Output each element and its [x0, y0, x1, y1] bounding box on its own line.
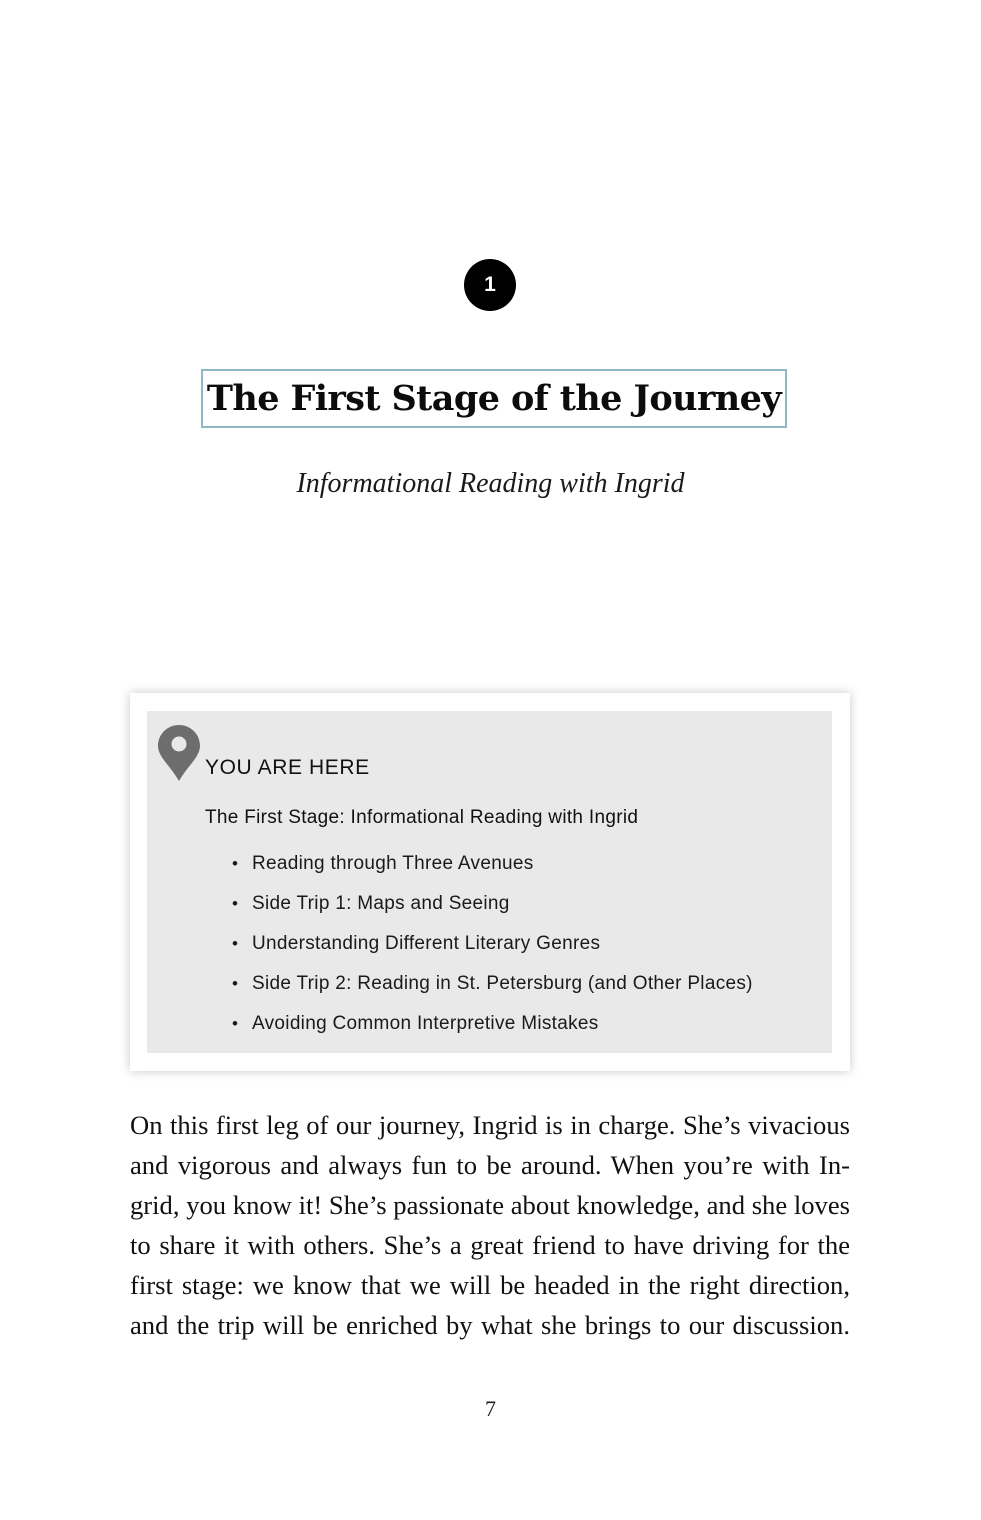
bullet-icon: •	[232, 1014, 239, 1033]
list-item-label: Understanding Different Literary Genres	[252, 933, 601, 954]
list-item	[205, 1004, 753, 1044]
list-item	[205, 924, 753, 964]
you-are-here-callout	[130, 693, 850, 1071]
callout-panel	[147, 711, 832, 1053]
paragraph-line: and the trip will be enriched by what she brings to our discussion.	[130, 1310, 850, 1340]
list-item	[205, 844, 753, 884]
list-item-label: Avoiding Common Interpretive Mistakes	[252, 1013, 599, 1034]
chapter-number-badge: 1	[464, 259, 516, 311]
paragraph-line: and vigorous and always fun to be around. When you’re with In-	[130, 1150, 850, 1180]
list-item-label: Side Trip 1: Maps and Seeing	[252, 893, 510, 914]
chapter-subtitle: Informational Reading with Ingrid	[296, 468, 685, 499]
bullet-icon: •	[232, 934, 239, 953]
chapter-title: The First Stage of the Journey	[206, 378, 782, 419]
bullet-icon: •	[232, 974, 239, 993]
bullet-icon: •	[232, 894, 239, 913]
paragraph-line: grid, you know it! She’s passionate about knowledge, and she loves	[130, 1190, 850, 1220]
list-item-label: Reading through Three Avenues	[252, 853, 534, 874]
paragraph-line: first stage: we know that we will be headed in the right direction,	[130, 1270, 850, 1300]
bullet-icon: •	[232, 854, 239, 873]
list-item	[205, 884, 753, 924]
paragraph-line: On this first leg of our journey, Ingrid is in charge. She’s vivacious	[130, 1110, 850, 1140]
paragraph-line: to share it with others. She’s a great friend to have driving for the	[130, 1230, 850, 1260]
page-number: 7	[485, 1396, 496, 1421]
map-pin-icon	[157, 723, 201, 783]
callout-stage-title: The First Stage: Informational Reading with Ingrid	[205, 807, 639, 828]
list-item-label: Side Trip 2: Reading in St. Petersburg (and Other Places)	[252, 973, 753, 994]
list-item	[205, 964, 753, 1004]
callout-heading: YOU ARE HERE	[205, 756, 370, 779]
callout-topic-list	[205, 844, 753, 1044]
body-paragraph	[130, 1105, 850, 1345]
